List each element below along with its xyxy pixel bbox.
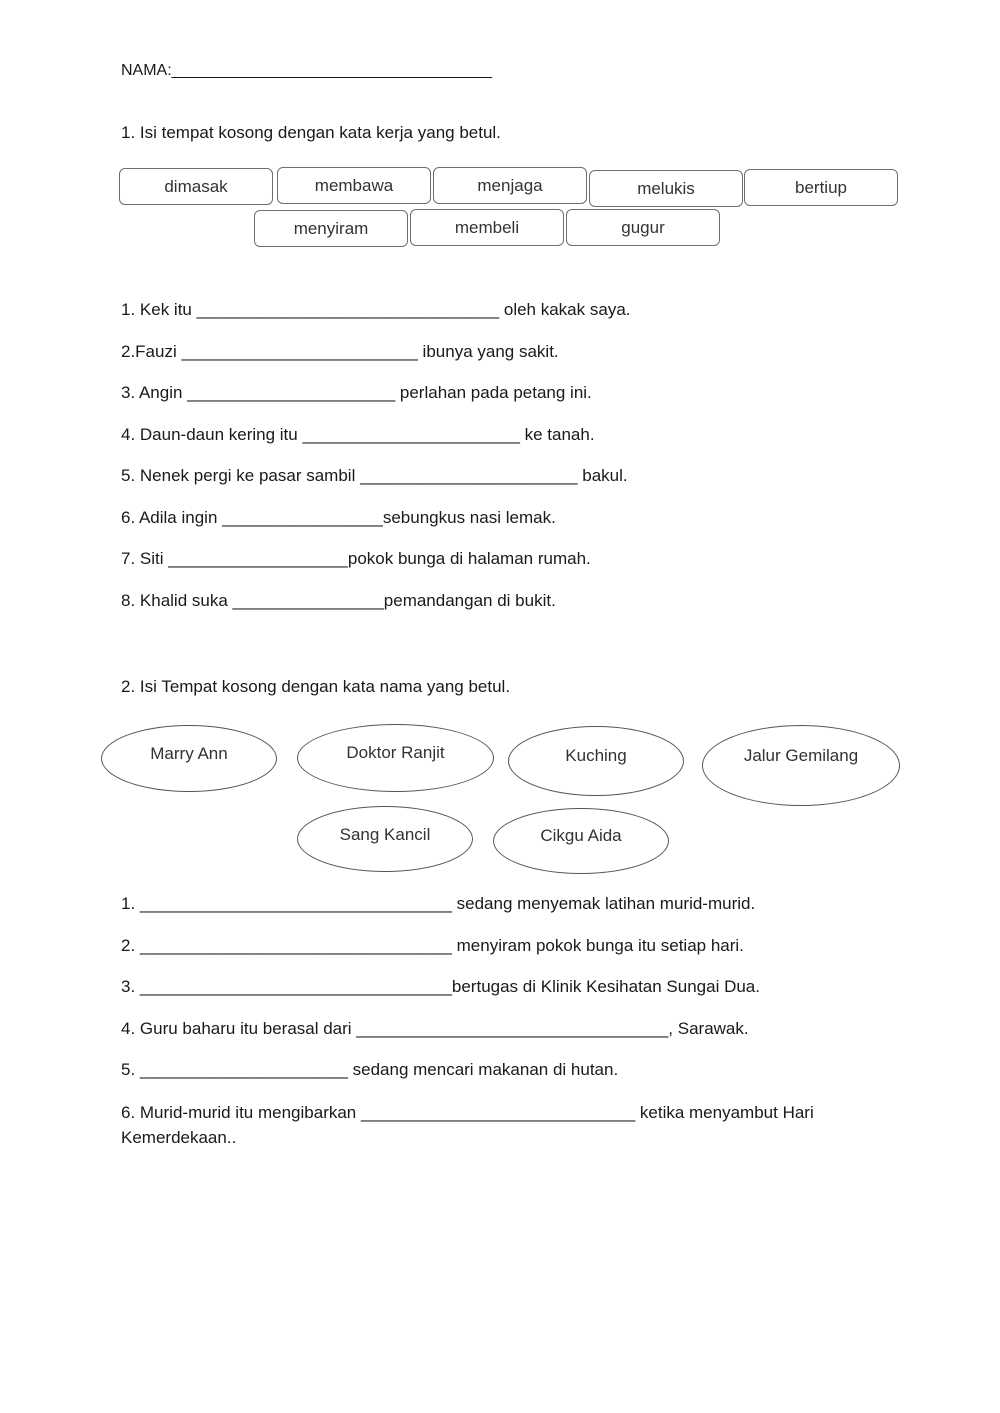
- word-box-membeli: membeli: [410, 209, 564, 246]
- s2-question-1[interactable]: 1. _________________________________ sedang menyemak latihan murid-murid.: [121, 894, 756, 913]
- word-box-menyiram: menyiram: [254, 210, 408, 247]
- word-box-menjaga: menjaga: [433, 167, 587, 204]
- section1-heading: 1. Isi tempat kosong dengan kata kerja yang betul.: [121, 123, 501, 142]
- s1-question-2[interactable]: 2.Fauzi _________________________ ibunya yang sakit.: [121, 342, 559, 361]
- name-field-label: NAMA:____________________________________: [121, 62, 493, 79]
- word-box-membawa: membawa: [277, 167, 431, 204]
- s1-question-7[interactable]: 7. Siti ___________________pokok bunga di halaman rumah.: [121, 549, 591, 568]
- word-box-bertiup: bertiup: [744, 169, 898, 206]
- s2-question-6[interactable]: 6. Murid-murid itu mengibarkan _____________________________ ketika menyambut Hari Kemerdekaan..: [121, 1103, 814, 1147]
- s1-question-1[interactable]: 1. Kek itu ________________________________ oleh kakak saya.: [121, 300, 631, 319]
- section2-heading: 2. Isi Tempat kosong dengan kata nama yang betul.: [121, 677, 511, 696]
- noun-oval-doktor-ranjit: Doktor Ranjit: [297, 724, 494, 792]
- word-box-dimasak: dimasak: [119, 168, 273, 205]
- word-box-melukis: melukis: [589, 170, 743, 207]
- s2-question-4[interactable]: 4. Guru baharu itu berasal dari _________________________________, Sarawak.: [121, 1019, 749, 1038]
- s1-question-4[interactable]: 4. Daun-daun kering itu _______________________ ke tanah.: [121, 425, 595, 444]
- word-box-gugur: gugur: [566, 209, 720, 246]
- noun-oval-jalur-gemilang: Jalur Gemilang: [702, 725, 900, 806]
- noun-oval-marry-ann: Marry Ann: [101, 725, 277, 792]
- noun-oval-sang-kancil: Sang Kancil: [297, 806, 473, 872]
- s2-question-2[interactable]: 2. _________________________________ menyiram pokok bunga itu setiap hari.: [121, 936, 744, 955]
- s1-question-8[interactable]: 8. Khalid suka ________________pemandangan di bukit.: [121, 591, 556, 610]
- s1-question-3[interactable]: 3. Angin ______________________ perlahan pada petang ini.: [121, 383, 592, 402]
- noun-oval-cikgu-aida: Cikgu Aida: [493, 808, 669, 874]
- s1-question-5[interactable]: 5. Nenek pergi ke pasar sambil _______________________ bakul.: [121, 466, 628, 485]
- noun-oval-kuching: Kuching: [508, 726, 684, 796]
- s1-question-6[interactable]: 6. Adila ingin _________________sebungkus nasi lemak.: [121, 508, 556, 527]
- s2-question-5[interactable]: 5. ______________________ sedang mencari makanan di hutan.: [121, 1060, 619, 1079]
- s2-question-3[interactable]: 3. _________________________________bertugas di Klinik Kesihatan Sungai Dua.: [121, 977, 760, 996]
